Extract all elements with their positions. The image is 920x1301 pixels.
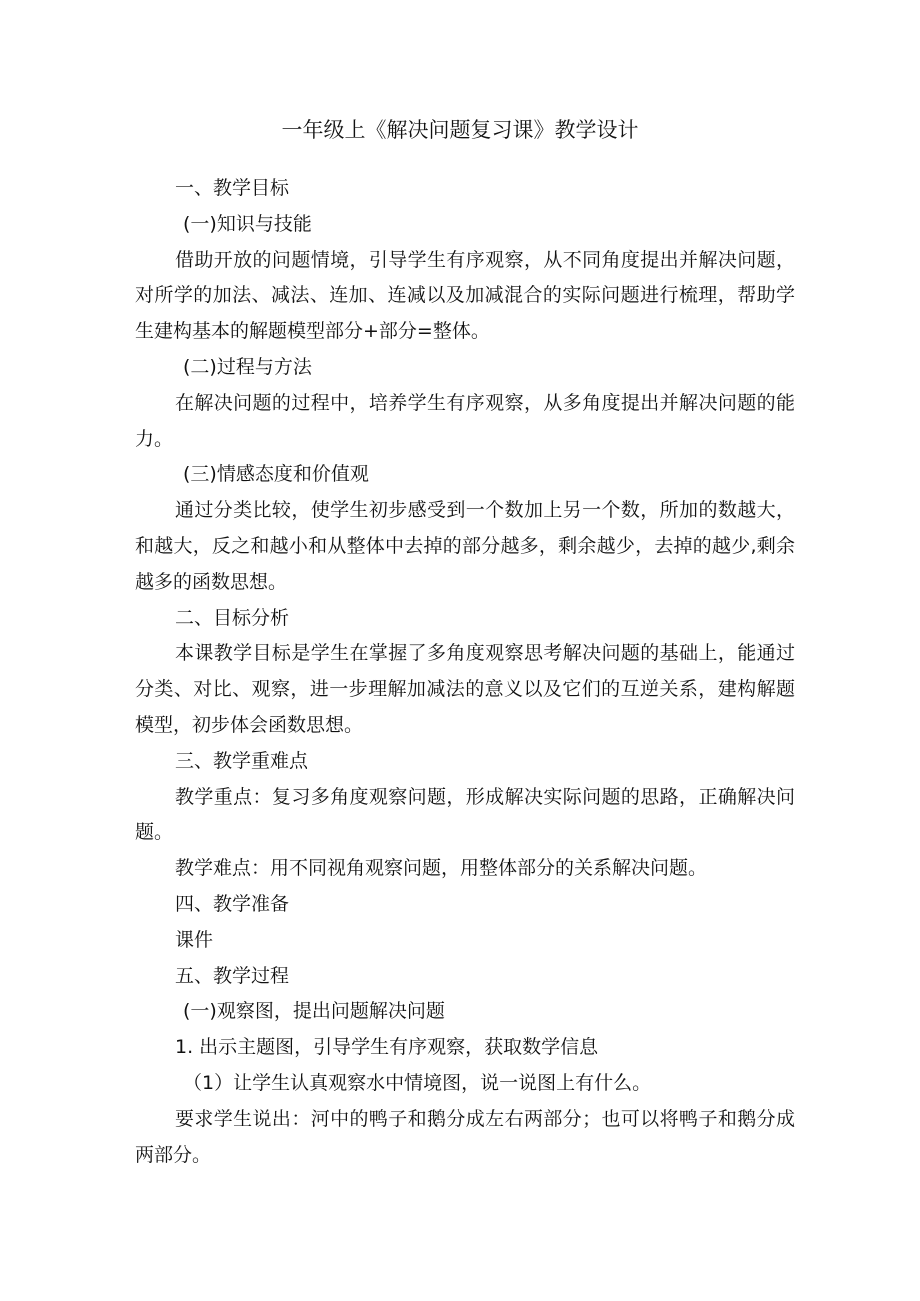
heading-teaching-process: 五、教学过程 bbox=[175, 964, 290, 987]
heading-key-difficult-points: 三、教学重难点 bbox=[175, 749, 309, 772]
subheading-process-methods: (二)过程与方法 bbox=[183, 355, 312, 378]
document-body bbox=[135, 171, 795, 1173]
paragraph-key-point: 教学重点：复习多角度观察问题，形成解决实际问题的思路，正确解决问题。 bbox=[135, 785, 795, 844]
heading-teaching-objectives: 一、教学目标 bbox=[175, 177, 290, 199]
subheading-observe-picture: (一)观察图，提出问题解决问题 bbox=[183, 1000, 445, 1023]
document-title: 一年级上《解决问题复习课》教学设计 bbox=[281, 118, 639, 142]
paragraph-emotion-values: 通过分类比较，使学生初步感受到一个数加上另一个数，所加的数越大，和越大，反之和越小和从整体中去掉的部分越多，剩余越少，去掉的越少,剩余越多的函数思想。 bbox=[135, 499, 795, 593]
subheading-knowledge-skills: (一)知识与技能 bbox=[183, 212, 312, 235]
paragraph-process-methods: 在解决问题的过程中，培养学生有序观察，从多角度提出并解决问题的能力。 bbox=[135, 391, 795, 450]
paragraph-difficult-point: 教学难点：用不同视角观察问题，用整体部分的关系解决问题。 bbox=[175, 857, 708, 880]
heading-objective-analysis: 二、目标分析 bbox=[175, 606, 290, 629]
paragraph-objective-analysis: 本课教学目标是学生在掌握了多角度观察思考解决问题的基础上，能通过分类、对比、观察，进一步理解加减法的意义以及它们的互逆关系，建构解题模型，初步体会函数思想。 bbox=[135, 642, 795, 736]
paragraph-step-1-1: （1）让学生认真观察水中情境图，说一说图上有什么。 bbox=[183, 1071, 652, 1094]
paragraph-preparation: 课件 bbox=[175, 928, 214, 951]
paragraph-student-requirement: 要求学生说出：河中的鸭子和鹅分成左右两部分；也可以将鸭子和鹅分成两部分。 bbox=[135, 1107, 795, 1166]
subheading-emotion-values: (三)情感态度和价值观 bbox=[183, 463, 369, 486]
paragraph-knowledge-skills: 借助开放的问题情境，引导学生有序观察，从不同角度提出并解决问题，对所学的加法、减法、连加、连减以及加减混合的实际问题进行梳理，帮助学生建构基本的解题模型部分+部分=整体。 bbox=[135, 248, 795, 343]
paragraph-step-1: 1. 出示主题图，引导学生有序观察，获取数学信息 bbox=[175, 1036, 599, 1059]
heading-teaching-preparation: 四、教学准备 bbox=[175, 892, 290, 915]
